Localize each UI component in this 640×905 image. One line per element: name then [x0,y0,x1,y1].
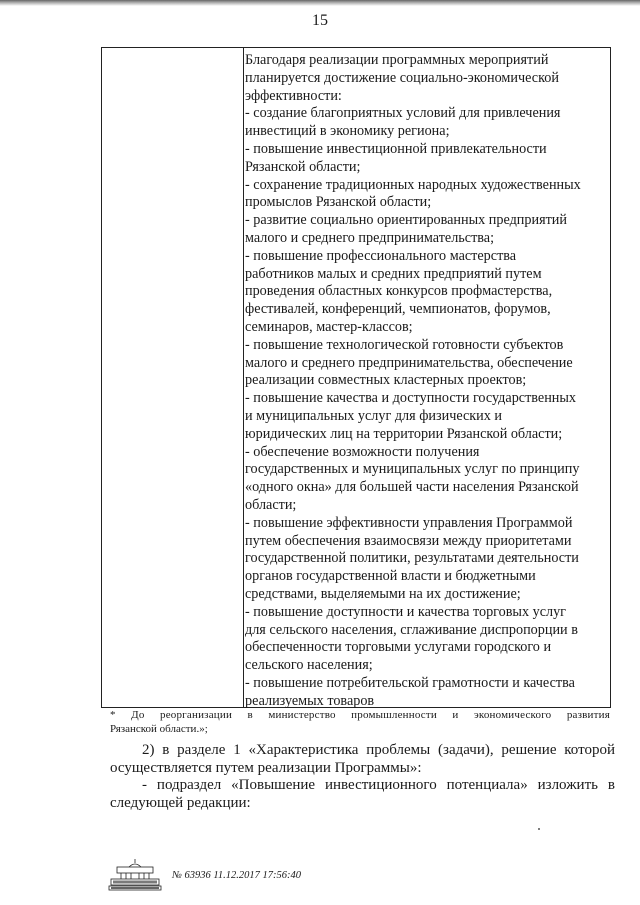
table-text-line: юридических лиц на территории Рязанской области; [245,425,563,442]
registry-stamp-icon [107,857,163,891]
table-right-cell [245,52,609,710]
table-text-line: семинаров, мастер-классов; [245,318,413,335]
table-text-line: - развитие социально ориентированных предприятий [245,212,567,229]
footnote-line-2: Рязанской области.»; [110,723,208,735]
table-text-line: реализуемых товаров [245,692,375,709]
table-left-cell [102,48,244,707]
table-text-line: государственных и муниципальных услуг по принципу [245,461,580,478]
paragraph-line: следующей редакции: [110,795,251,811]
table-text-line: реализации совместных кластерных проектов; [245,372,527,389]
footnote [110,708,610,736]
paragraph-section-1 [110,741,615,777]
table-text-line: проведения областных конкурсов профмастерства, [245,283,553,300]
table-text-line: фестивалей, конференций, чемпионатов, форумов, [245,301,551,318]
table-text-line: области; [245,496,297,513]
table-text-line: Рязанской области; [245,158,361,175]
table-text-line: «одного окна» для большей части населения Рязанской [245,479,579,496]
footnote-line-1: * До реорганизации в министерство промышленности и экономического развития [110,709,610,721]
table-text-line: планируется достижение социально-экономической [245,69,559,86]
table-text-line: малого и среднего предпринимательства; [245,229,495,246]
table-text-line: - сохранение традиционных народных художественных [245,176,581,193]
table-text-line: - создание благоприятных условий для привлечения [245,105,561,122]
table-text-line: средствами, выделяемыми на их достижение; [245,585,521,602]
table-text-line: - повышение инвестиционной привлекательности [245,140,547,157]
table-text-line: Благодаря реализации программных мероприятий [245,52,549,68]
table-text-line: эффективности: [245,87,342,104]
table-text-line: сельского населения; [245,657,373,674]
table-text-line: - повышение качества и доступности государственных [245,390,577,407]
table-text-line: - повышение технологической готовности субъектов [245,336,564,353]
table-text-line: путем обеспечения взаимосвязи между приоритетами [245,532,572,549]
table-text-line: работников малых и средних предприятий путем [245,265,542,282]
table-text-line: - повышение профессионального мастерства [245,247,517,264]
table-text-line: - повышение эффективности управления Программой [245,514,573,531]
table-text-line: органов государственной власти и бюджетными [245,568,536,585]
table-text-line: - повышение доступности и качества торговых услуг [245,603,566,620]
table-text-line: инвестиций в экономику региона; [245,123,450,140]
paragraph-subsection [110,776,615,812]
table-text-line: промыслов Рязанской области; [245,194,432,211]
paragraph-line: 2) в разделе 1 «Характеристика проблемы (задачи), решение которой [142,742,615,758]
page-number: 15 [312,12,328,29]
registration-number: № 63936 11.12.2017 17:56:40 [172,870,301,881]
program-table [101,47,611,708]
paragraph-line: осуществляется путем реализации Программы»: [110,760,422,776]
scan-edge [0,0,640,6]
table-text-line: государственной политики, результатами деятельности [245,550,579,567]
table-text-line: обеспеченности торговыми услугами городского и [245,639,552,656]
table-text-line: и муниципальных услуг для физических и [245,407,502,424]
paragraph-line: - подраздел «Повышение инвестиционного потенциала» изложить в [142,777,615,793]
table-text-line: для сельского населения, сглаживание диспропорции в [245,621,578,638]
scan-speck [538,828,540,830]
table-text-line: - обеспечение возможности получения [245,443,480,460]
table-text-line: малого и среднего предпринимательства, обеспечение [245,354,573,371]
table-text-line: - повышение потребительской грамотности и качества [245,674,575,691]
